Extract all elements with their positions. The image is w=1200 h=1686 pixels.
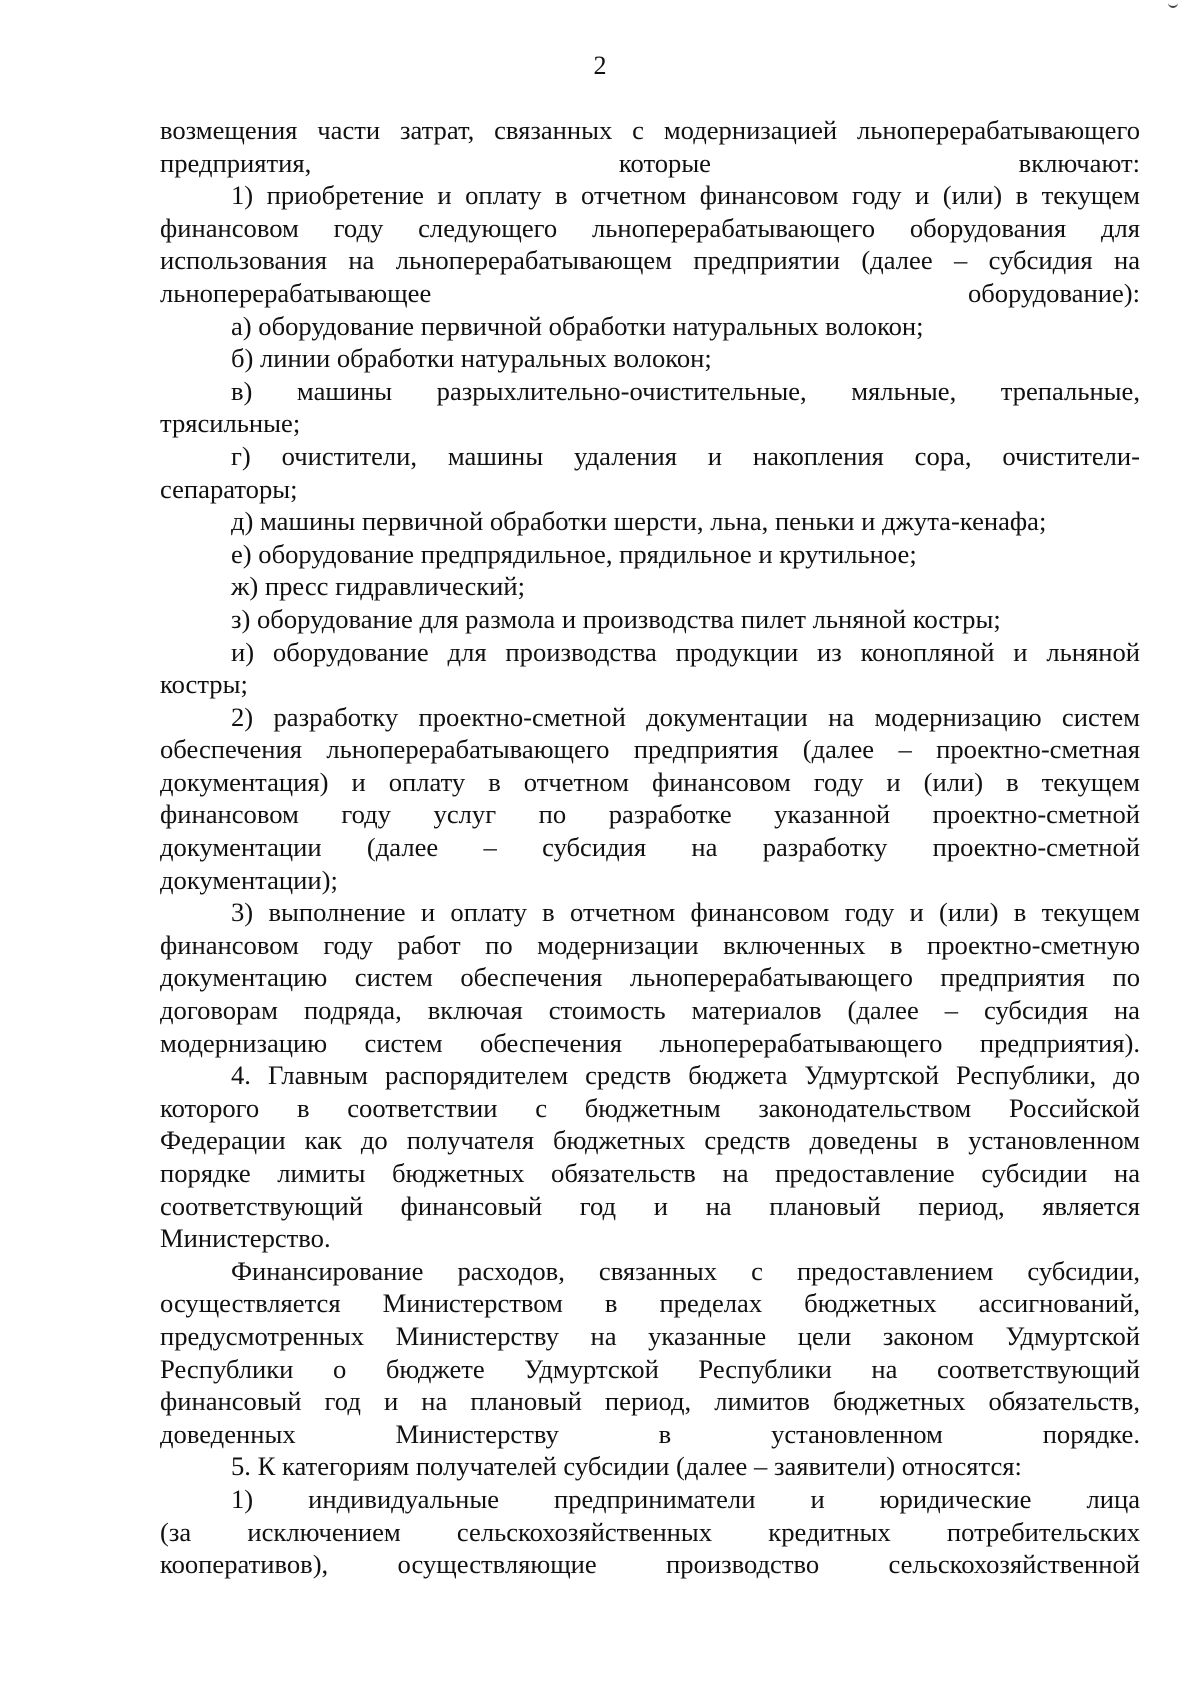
text-line: документацию систем обеспечения льноперерабатывающего предприятия по — [160, 962, 1140, 993]
text-line: з) оборудование для размола и производства пилет льняной костры; — [231, 603, 1001, 634]
text-line: которого в соответствии с бюджетным законодательством Российской — [160, 1092, 1140, 1123]
text-line: 2) разработку проектно-сметной документации на модернизацию систем — [231, 701, 1140, 732]
text-line: Министерство. — [160, 1223, 331, 1254]
paragraph — [160, 179, 1140, 309]
text-line: финансовый год и на плановый период, лимитов бюджетных обязательств, — [160, 1386, 1140, 1417]
text-line: предприятия, которые включают: — [160, 147, 1140, 178]
paragraph — [160, 636, 1140, 701]
text-line: 1) приобретение и оплату в отчетном финансовом году и (или) в текущем — [231, 180, 1140, 211]
text-line: 3) выполнение и оплату в отчетном финансовом году и (или) в текущем — [231, 897, 1140, 928]
text-line: Федерации как до получателя бюджетных средств доведены в установленном — [160, 1125, 1140, 1156]
paragraph — [160, 310, 1140, 343]
text-line: в) машины разрыхлительно-очистительные, мяльные, трепальные, — [231, 375, 1140, 406]
paragraph — [160, 505, 1140, 538]
text-line: 5. К категориям получателей субсидии (далее – заявители) относятся: — [231, 1451, 1022, 1482]
text-line: а) оборудование первичной обработки натуральных волокон; — [231, 310, 924, 341]
text-line: финансовом году услуг по разработке указанной проектно-сметной — [160, 799, 1140, 830]
text-line: льноперерабатывающее оборудование): — [160, 277, 1140, 308]
paragraph — [160, 375, 1140, 440]
text-line: е) оборудование предпрядильное, прядильное и крутильное; — [231, 538, 917, 569]
paragraph — [160, 570, 1140, 603]
paragraph — [160, 1483, 1140, 1581]
text-line: трясильные; — [160, 408, 301, 439]
text-line: предусмотренных Министерству на указанные цели законом Удмуртской — [160, 1320, 1140, 1351]
text-line: б) линии обработки натуральных волокон; — [231, 343, 712, 374]
text-line: документации (далее – субсидия на разработку проектно-сметной — [160, 832, 1140, 863]
paragraph — [160, 603, 1140, 636]
paragraph — [160, 1450, 1140, 1483]
text-line: осуществляется Министерством в пределах бюджетных ассигнований, — [160, 1288, 1140, 1319]
text-line: д) машины первичной обработки шерсти, льна, пеньки и джута-кенафа; — [231, 506, 1047, 537]
text-line: сепараторы; — [160, 473, 298, 504]
text-line: использования на льноперерабатывающем предприятии (далее – субсидия на — [160, 245, 1140, 276]
paragraph — [160, 538, 1140, 571]
text-line: и) оборудование для производства продукции из конопляной и льняной — [231, 636, 1140, 667]
text-line: финансовом году работ по модернизации включенных в проектно-сметную — [160, 929, 1140, 960]
text-line: документация) и оплату в отчетном финансовом году и (или) в текущем — [160, 766, 1140, 797]
text-line: кооперативов), осуществляющие производство сельскохозяйственной — [160, 1549, 1140, 1580]
text-line: доведенных Министерству в установленном порядке. — [160, 1418, 1140, 1449]
page-number: 2 — [593, 51, 607, 80]
text-line: Республики о бюджете Удмуртской Республики на соответствующий — [160, 1353, 1140, 1384]
text-line: соответствующий финансовый год и на плановый период, является — [160, 1190, 1140, 1221]
paragraph — [160, 440, 1140, 505]
corner-mark — [1168, 0, 1178, 8]
paragraph — [160, 896, 1140, 1059]
text-line: договорам подряда, включая стоимость материалов (далее – субсидия на — [160, 995, 1140, 1026]
text-line: 1) индивидуальные предприниматели и юридические лица — [231, 1483, 1140, 1514]
paragraph — [160, 114, 1140, 179]
text-line: модернизацию систем обеспечения льноперерабатывающего предприятия). — [160, 1027, 1140, 1058]
text-line: (за исключением сельскохозяйственных кредитных потребительских — [160, 1516, 1140, 1547]
body-text — [160, 114, 1140, 1581]
text-line: финансовом году следующего льноперерабатывающего оборудования для — [160, 212, 1140, 243]
paragraph — [160, 342, 1140, 375]
paragraph — [160, 701, 1140, 897]
text-line: возмещения части затрат, связанных с модернизацией льноперерабатывающего — [160, 115, 1140, 145]
text-line: г) очистители, машины удаления и накопления сора, очистители- — [231, 440, 1140, 471]
text-line: Финансирование расходов, связанных с предоставлением субсидии, — [231, 1255, 1140, 1286]
text-line: документации); — [160, 864, 338, 895]
paragraph — [160, 1059, 1140, 1255]
paragraph — [160, 1255, 1140, 1451]
text-line: костры; — [160, 669, 248, 700]
text-line: 4. Главным распорядителем средств бюджета Удмуртской Республики, до — [231, 1060, 1140, 1091]
text-line: обеспечения льноперерабатывающего предприятия (далее – проектно-сметная — [160, 734, 1140, 765]
text-line: ж) пресс гидравлический; — [231, 571, 526, 602]
text-line: порядке лимиты бюджетных обязательств на предоставление субсидии на — [160, 1158, 1140, 1188]
